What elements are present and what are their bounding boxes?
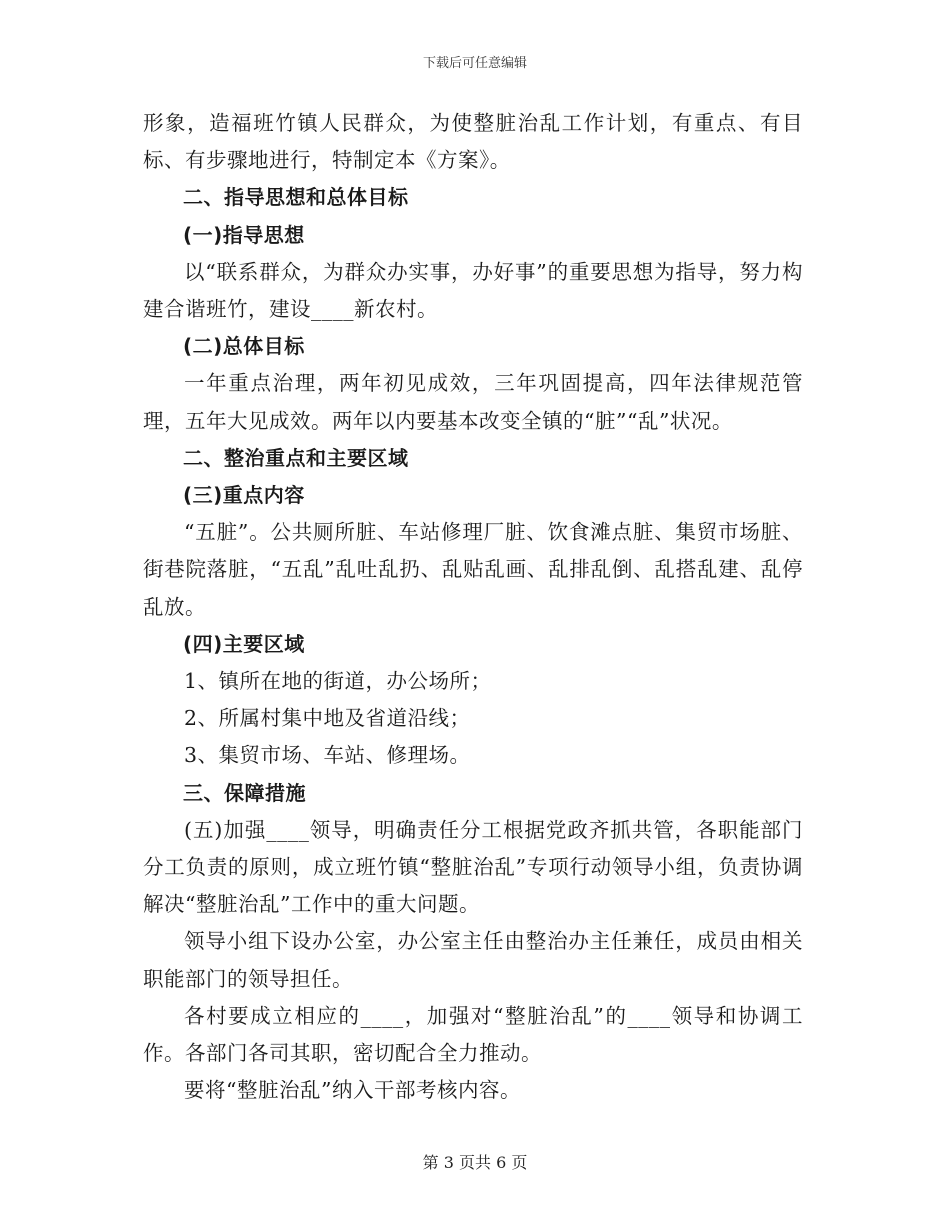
subheading-main-areas: (四)主要区域 bbox=[183, 631, 305, 656]
section-heading-guiding-goals: 二、指导思想和总体目标 bbox=[183, 185, 409, 210]
paragraph-villages: 各村要成立相应的____，加强对“整脏治乱”的____领导和协调工作。各部门各司其职，密切配合全力推动。 bbox=[143, 1003, 803, 1066]
paragraph-overall-goal: 一年重点治理，两年初见成效，三年巩固提高，四年法律规范管理，五年大见成效。两年以内要基本改变全镇的“脏”“乱”状况。 bbox=[143, 371, 803, 433]
paragraph-office: 领导小组下设办公室，办公室主任由整治办主任兼任，成员由相关职能部门的领导担任。 bbox=[143, 929, 803, 991]
subheading-overall-goal: (二)总体目标 bbox=[183, 334, 305, 359]
list-item: 2、所属村集中地及省道沿线； bbox=[184, 706, 471, 731]
section-heading-safeguards: 三、保障措施 bbox=[183, 780, 306, 805]
list-item: 1、镇所在地的街道，办公场所； bbox=[184, 669, 492, 694]
subheading-guiding-thought: (一)指导思想 bbox=[183, 222, 305, 247]
paragraph-leadership: (五)加强____领导，明确责任分工根据党政齐抓共管，各职能部门分工负责的原则，成立班竹镇“整脏治乱”专项行动领导小组，负责协调解决“整脏治乱”工作中的重大问题。 bbox=[143, 817, 803, 917]
intro-paragraph: 形象，造福班竹镇人民群众，为使整脏治乱工作计划，有重点、有目标、有步骤地进行，特制定本《方案》。 bbox=[143, 111, 803, 173]
section-heading-key-areas: 二、整治重点和主要区域 bbox=[183, 445, 409, 470]
paragraph-assessment: 要将“整脏治乱”纳入干部考核内容。 bbox=[184, 1078, 521, 1103]
page-number: 第 3 页共 6 页 bbox=[422, 1153, 528, 1172]
document-body bbox=[143, 105, 803, 1109]
paragraph-key-content: “五脏”。公共厕所脏、车站修理厂脏、饮食滩点脏、集贸市场脏、街巷院落脏，“五乱”乱吐乱扔、乱贴乱画、乱排乱倒、乱搭乱建、乱停乱放。 bbox=[143, 520, 803, 619]
list-item: 3、集贸市场、车站、修理场。 bbox=[184, 743, 471, 768]
paragraph-guiding-thought: 以“联系群众，为群众办实事，办好事”的重要思想为指导，努力构建合谐班竹，建设____新农村。 bbox=[143, 259, 803, 322]
subheading-key-content: (三)重点内容 bbox=[183, 483, 305, 508]
header-note: 下载后可任意编辑 bbox=[422, 56, 527, 71]
